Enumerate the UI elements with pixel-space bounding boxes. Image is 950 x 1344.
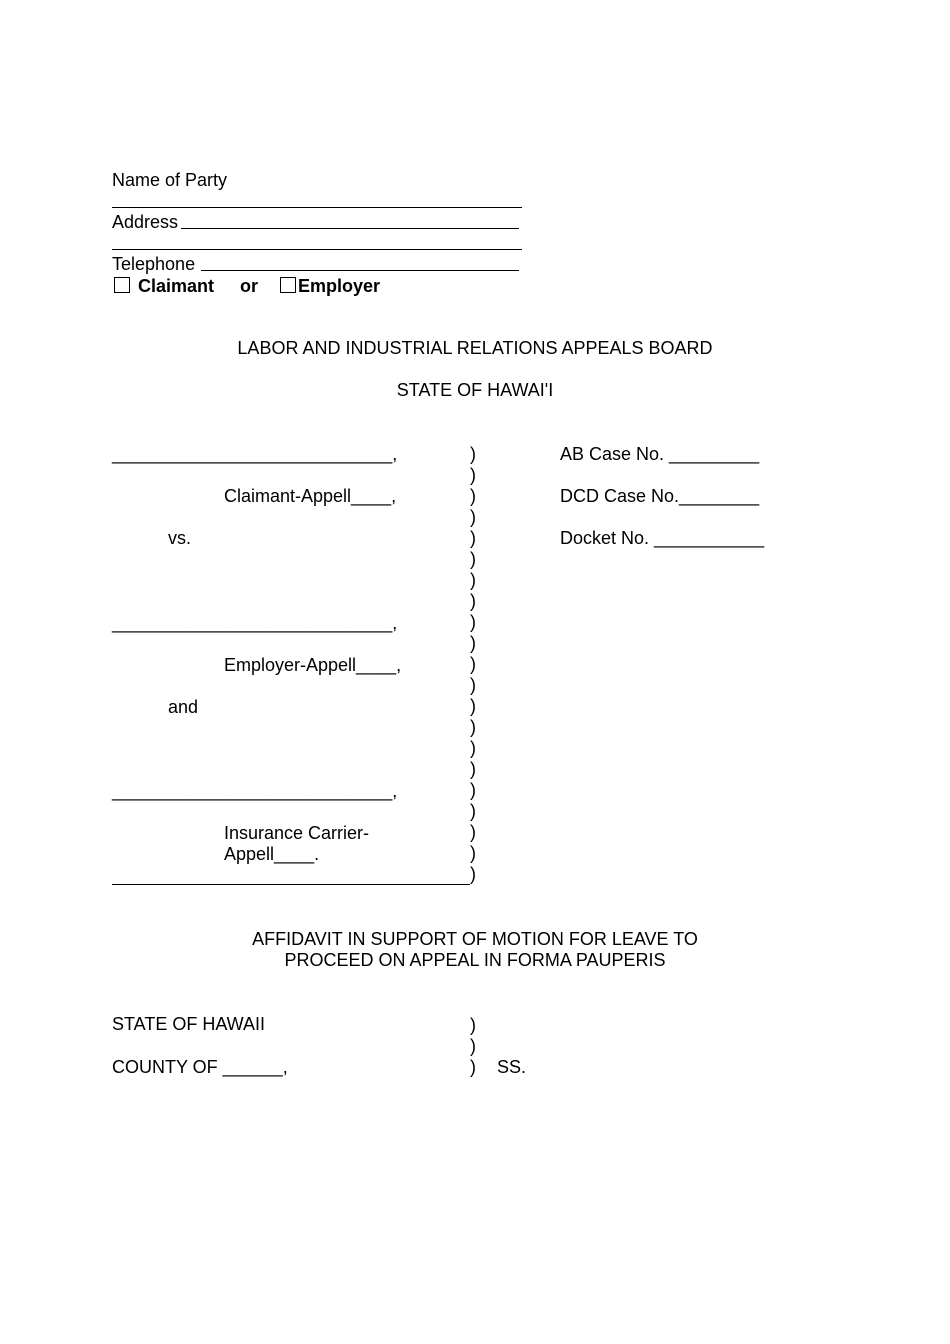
caption-paren: ) xyxy=(470,759,476,779)
caption-paren: ) xyxy=(470,822,476,842)
venue-ss: SS. xyxy=(497,1057,527,1077)
caption-paren: ) xyxy=(470,864,476,884)
caption-paren: ) xyxy=(470,780,476,800)
name-of-party-line[interactable] xyxy=(112,207,522,208)
affidavit-title-line-1: AFFIDAVIT IN SUPPORT OF MOTION FOR LEAVE TO xyxy=(252,929,698,949)
affidavit-title-line-2: PROCEED ON APPEAL IN FORMA PAUPERIS xyxy=(284,950,666,970)
caption-paren: ) xyxy=(470,738,476,758)
vs-label: vs. xyxy=(168,528,192,548)
claimant-label: Claimant xyxy=(138,276,215,296)
insurance-carrier-label-1: Insurance Carrier- xyxy=(224,823,370,843)
caption-paren: ) xyxy=(470,528,476,548)
address-label: Address xyxy=(112,212,179,232)
venue-paren: ) xyxy=(470,1015,476,1035)
caption-paren: ) xyxy=(470,801,476,821)
and-label: and xyxy=(168,697,199,717)
insurance-carrier-label-2: Appell____. xyxy=(224,844,320,864)
board-heading: LABOR AND INDUSTRIAL RELATIONS APPEALS BOARD xyxy=(237,338,713,358)
caption-bottom-rule xyxy=(112,884,470,885)
caption-paren: ) xyxy=(470,591,476,611)
employer-checkbox[interactable] xyxy=(280,277,296,293)
caption-paren: ) xyxy=(470,549,476,569)
venue-paren: ) xyxy=(470,1036,476,1056)
claimant-checkbox[interactable] xyxy=(114,277,130,293)
dcd-case-number[interactable]: DCD Case No.________ xyxy=(560,486,760,506)
address-line-2[interactable] xyxy=(112,249,522,250)
caption-paren: ) xyxy=(470,570,476,590)
caption-paren: ) xyxy=(470,675,476,695)
venue-county[interactable]: COUNTY OF ______, xyxy=(112,1057,288,1077)
caption-paren: ) xyxy=(470,612,476,632)
caption-paren: ) xyxy=(470,633,476,653)
venue-state: STATE OF HAWAII xyxy=(112,1014,265,1034)
caption-paren: ) xyxy=(470,507,476,527)
employer-appellant-label: Employer-Appell____, xyxy=(224,655,402,675)
insurance-name-blank[interactable]: ____________________________, xyxy=(112,781,398,801)
venue-paren: ) xyxy=(470,1057,476,1077)
ab-case-number[interactable]: AB Case No. _________ xyxy=(560,444,760,464)
telephone-line[interactable] xyxy=(201,270,519,271)
caption-paren: ) xyxy=(470,717,476,737)
address-line-1[interactable] xyxy=(181,228,519,229)
caption-paren: ) xyxy=(470,465,476,485)
employer-name-blank[interactable]: ____________________________, xyxy=(112,613,398,633)
caption-paren: ) xyxy=(470,654,476,674)
state-heading: STATE OF HAWAI'I xyxy=(396,380,554,400)
name-of-party-label: Name of Party xyxy=(112,170,228,190)
caption-paren: ) xyxy=(470,696,476,716)
or-label: or xyxy=(240,276,258,296)
telephone-label: Telephone xyxy=(112,254,196,274)
caption-paren: ) xyxy=(470,444,476,464)
claimant-appellant-label: Claimant-Appell____, xyxy=(224,486,397,506)
employer-label: Employer xyxy=(298,276,381,296)
claimant-name-blank[interactable]: ____________________________, xyxy=(112,444,398,464)
docket-number[interactable]: Docket No. ___________ xyxy=(560,528,765,548)
caption-paren: ) xyxy=(470,843,476,863)
caption-paren: ) xyxy=(470,486,476,506)
